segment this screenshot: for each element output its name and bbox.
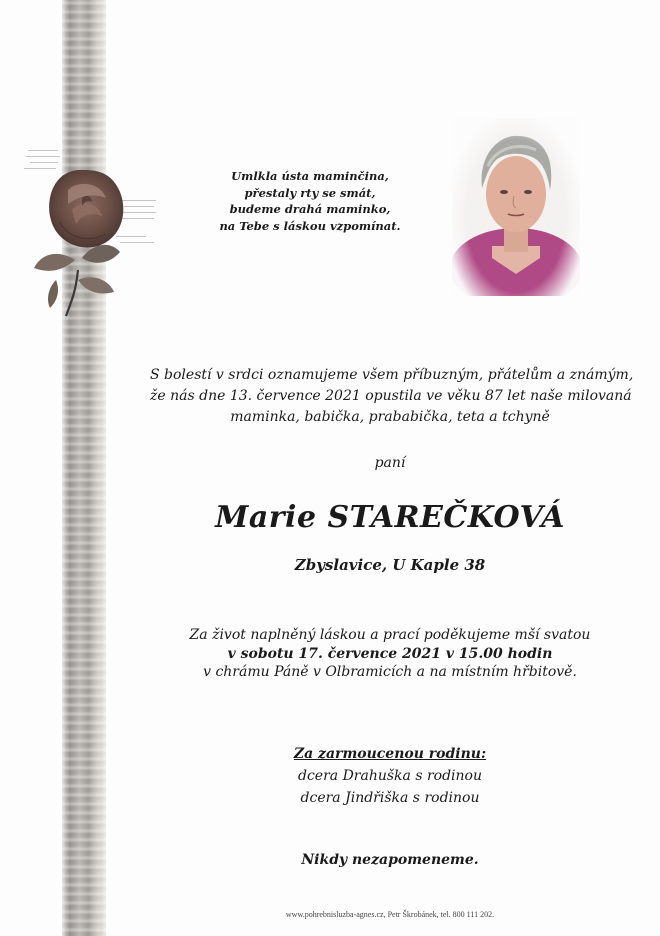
mourner-name: dcera Jindřiška s rodinou xyxy=(300,790,480,806)
mourner-name: dcera Drahuška s rodinou xyxy=(298,768,482,784)
funeral-details xyxy=(150,626,630,682)
funeral-date: v sobotu 17. července 2021 v 15.00 hodin xyxy=(227,645,553,662)
poem-line: přestaly rty se smát, xyxy=(244,185,376,200)
mourners-section xyxy=(150,743,630,809)
honorific: paní xyxy=(374,455,406,471)
deceased-name: Marie STAREČKOVÁ xyxy=(215,500,565,535)
announcement-line: S bolestí v srdci oznamujeme všem příbuzným, přátelům a známým, xyxy=(150,367,634,383)
memorial-poem xyxy=(210,168,410,234)
deceased-address: Zbyslavice, U Kaple 38 xyxy=(294,556,486,574)
mourners-heading: Za zarmoucenou rodinu: xyxy=(293,746,487,762)
rose-icon xyxy=(20,140,170,320)
announcement-line: maminka, babička, prababička, teta a tchyně xyxy=(230,409,550,425)
poem-line: Umlkla ústa maminčina, xyxy=(231,169,389,183)
funeral-location: v chrámu Páně v Olbramicích a na místním hřbitově. xyxy=(203,664,577,680)
poem-line: budeme drahá maminko, xyxy=(229,202,391,216)
footer-credit: www.pohrebnisluzba-agnes.cz, Petr Škrobánek, tel. 800 111 202. xyxy=(285,910,495,919)
poem-line: na Tebe s láskou vzpomínat. xyxy=(219,218,401,233)
closing-line: Nikdy nezapomeneme. xyxy=(301,852,479,868)
portrait-photo xyxy=(452,118,580,296)
photo-vignette xyxy=(452,118,580,296)
announcement-line: že nás dne 13. července 2021 opustila ve věku 87 let naše milovaná xyxy=(150,388,632,404)
funeral-line: Za život naplněný láskou a prací poděkujeme mší svatou xyxy=(189,627,591,643)
announcement-text xyxy=(150,365,634,428)
